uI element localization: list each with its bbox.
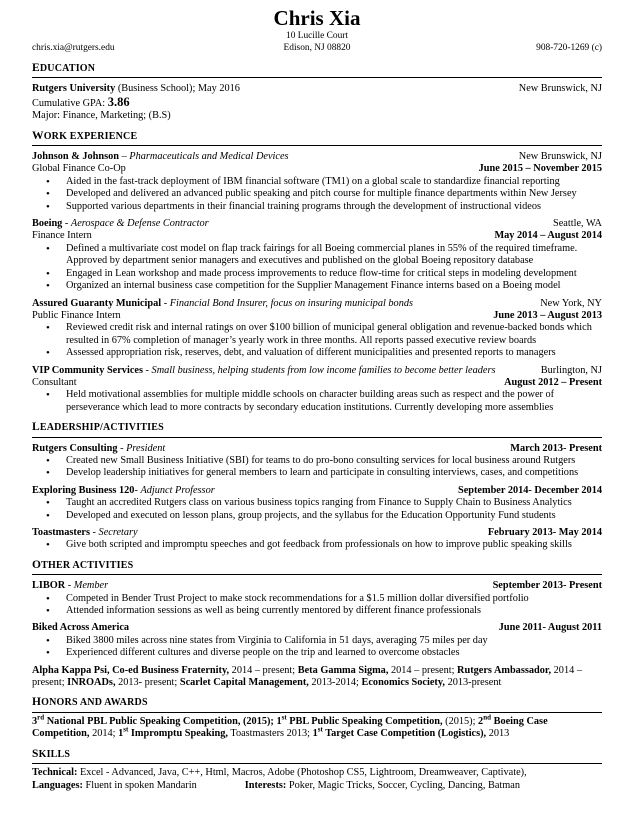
resume-page [32, 6, 602, 792]
activity-header-row [32, 485, 602, 497]
bullet-item: • Reviewed credit risk and internal ratings on over $100 billion of municipal general obligation and revenue-backed bonds which resulted in 67% completion of manager’s yearly work in three months. All reports passed executive review boards [66, 322, 602, 347]
activity-dates: September 2014- December 2014 [457, 484, 602, 496]
job-header-row [32, 298, 602, 310]
bullet-item: • Engaged in Lean workshop and made process improvements to reduce flow-time for critical steps in modeling development [66, 268, 602, 280]
education-school-row [32, 83, 602, 95]
activity-role: Adjunct Professor [140, 484, 215, 496]
job-org: VIP Community Services [32, 364, 143, 376]
phone-number: 908-720-1269 (c) [536, 43, 602, 53]
bullet-item: • Assessed appropriation risk, reserves, debt, and valuation of different municipalities and presented reports to managers [66, 347, 602, 359]
activity-org: Biked Across America [32, 622, 130, 634]
bullet-item: • Organized an internal business case competition for the Supplier Management Finance interns based on a Boeing model [66, 280, 602, 292]
activity-bullets [32, 539, 602, 551]
activity-dates: March 2013- Present [510, 442, 602, 454]
job-sep: - [161, 297, 170, 309]
interests-label: Interests: [244, 779, 287, 791]
section-title-education: EDUCATION [32, 62, 602, 78]
languages-interests-line [32, 780, 602, 792]
section-title-other: OTHER ACTIVITIES [32, 559, 602, 575]
activity-bullets [32, 593, 602, 618]
activity-bullets [32, 455, 602, 480]
activity-dates: June 2011- August 2011 [498, 622, 602, 634]
job-bullets [32, 243, 602, 293]
bullet-item: • Defined a multivariate cost model on flap track fairings for all Boeing commercial planes in 55% of the required timeframe. Approved by department senior managers and executives and published on the global Boeing repository database [66, 243, 602, 268]
job-bullets [32, 322, 602, 359]
honors-line [32, 713, 602, 741]
other-list [32, 580, 602, 659]
award-5: 1st Target Case Competition (Logistics), [312, 725, 487, 740]
activity-sep: - [65, 580, 74, 592]
job-desc: Pharmaceuticals and Medical Devices [129, 151, 289, 163]
bullet-item: • Developed and executed on lesson plans, group projects, and the syllabus for the Education Opportunity Fund students [66, 510, 602, 522]
bullet-item: • Supported various departments in their financial training programs through the development of instructional videos [66, 201, 602, 213]
activity-bullets [32, 635, 602, 660]
award-4-year: Toastmasters 2013; [228, 728, 313, 740]
job-bullets [32, 176, 602, 213]
school-detail: (Business School); May 2016 [117, 83, 240, 95]
bullet-item: • Competed in Bender Trust Project to make stock recommendations for a $1.5 million dollar diversified portfolio [66, 593, 602, 605]
activity-header-row [32, 443, 602, 455]
job-header-row [32, 151, 602, 163]
job-role: Public Finance Intern [32, 309, 121, 321]
job-bullets [32, 389, 602, 414]
job-role: Consultant [32, 376, 77, 388]
award-5-year: 2013 [486, 728, 510, 740]
job-sep: - [62, 218, 71, 230]
bullet-item: • Give both scripted and impromptu speeches and got feedback from professionals on how to improve public speaking skills [66, 539, 602, 551]
languages-value: Fluent in spoken Mandarin [82, 779, 197, 791]
activity-dates: February 2013- May 2014 [487, 527, 602, 538]
activity-role: Member [73, 580, 109, 592]
bullet-item: • Taught an accredited Rutgers class on various business topics ranging from Finance to Supply Chain to Business Analytics [66, 497, 602, 509]
membership-name: Beta Gamma Sigma, [297, 664, 389, 676]
membership-dates: 2014 – present; [229, 664, 298, 676]
technical-label: Technical: [32, 767, 78, 779]
membership-name: Economics Society, [361, 677, 445, 689]
award-1: 3rd National PBL Public Speaking Competition, (2015); [32, 713, 277, 727]
bullet-item: • Attended information sessions as well as being currently mentored by different finance professionals [66, 605, 602, 617]
job-role-row [32, 230, 602, 242]
bullet-item: • Held motivational assemblies for multiple middle schools on character building areas such as respect and the power of perseverance which lead to more contracts by secondary education institutions. Currently developing more assemblies [66, 389, 602, 414]
job-role: Global Finance Co-Op [32, 163, 126, 175]
job-location: Burlington, NJ [540, 364, 602, 376]
job-location: New Brunswick, NJ [518, 151, 602, 163]
membership-dates: 2014 – present; [388, 664, 458, 676]
job-header-row [32, 365, 602, 377]
email-link[interactable]: chris.xia@rutgers.edu [32, 43, 115, 53]
memberships-line [32, 665, 602, 690]
activity-org: Rutgers Consulting [32, 442, 118, 454]
activity-dates: September 2013- Present [492, 580, 602, 592]
leadership-list [32, 443, 602, 552]
activity-role: Secretary [98, 527, 138, 538]
bullet-item: • Experienced different cultures and diverse people on the trip and learned to overcome obstacles [66, 647, 602, 659]
activity-header-row [32, 622, 602, 634]
job-org: Boeing [32, 218, 63, 230]
bullet-item: • Aided in the fast-track deployment of IBM financial software (TM1) on a global scale to standardize financial reporting [66, 176, 602, 188]
membership-name: Scarlet Capital Management, [179, 677, 309, 689]
job-role-row [32, 163, 602, 175]
section-title-skills: SKILLS [32, 748, 602, 764]
membership-dates: 2013-present [445, 677, 502, 689]
job-dates: August 2012 – Present [504, 376, 602, 388]
job-desc: Financial Bond Insurer, focus on insuring municipal bonds [169, 297, 414, 309]
job-dates: June 2013 – August 2013 [493, 309, 602, 321]
activity-org: Toastmasters [32, 527, 90, 538]
section-title-honors: HONORS AND AWARDS [32, 696, 602, 712]
bullet-item: • Created new Small Business Initiative (SBI) for teams to do pro-bono consulting services for local business around Rutgers [66, 455, 602, 467]
award-2-year: (2015); [442, 715, 479, 727]
gpa-value: 3.86 [107, 94, 130, 109]
activity-org: LIBOR [32, 580, 66, 592]
activity-org: Exploring Business 120 [32, 484, 135, 496]
membership-name: INROADs, [67, 677, 116, 689]
job-location: New York, NY [540, 297, 602, 309]
job-sep: - [142, 364, 152, 376]
activity-role: President [126, 442, 166, 454]
job-role: Finance Intern [32, 230, 92, 242]
job-sep: – [119, 151, 130, 163]
award-3-year: 2014; [89, 728, 119, 740]
work-list [32, 151, 602, 414]
membership-dates: 2013-2014; [308, 677, 362, 689]
job-dates: June 2015 – November 2015 [478, 163, 602, 175]
address-line1: 10 Lucille Court [286, 31, 348, 41]
membership-dates: 2013- present; [115, 677, 180, 689]
candidate-name: Chris Xia [273, 6, 361, 30]
membership-dates: 2014 – present; [32, 664, 582, 689]
gpa-label: Cumulative GPA: [32, 97, 108, 109]
award-4: 1st Impromptu Speaking, [118, 725, 228, 740]
activity-header-row [32, 580, 602, 592]
job-desc: Small business, helping students from low income families to become better leaders [151, 364, 496, 376]
bullet-item: • Develop leadership initiatives for general members to learn and participate in consulting interviews, cases, and competitions [66, 467, 602, 479]
major-line: Major: Finance, Marketing; (B.S) [32, 110, 171, 122]
job-role-row [32, 310, 602, 322]
job-org: Assured Guaranty Municipal [32, 297, 162, 309]
job-location: Seattle, WA [553, 218, 602, 230]
job-desc: Aerospace & Defense Contractor [70, 218, 209, 230]
activity-header-row [32, 527, 602, 539]
activity-sep: - [134, 484, 141, 496]
section-title-leadership: LEADERSHIP/ACTIVITIES [32, 421, 602, 437]
activity-bullets [32, 497, 602, 522]
section-title-work: WORK EXPERIENCE [32, 130, 602, 146]
address-line2: Edison, NJ 08820 [283, 43, 351, 53]
technical-skills-line [32, 767, 602, 779]
membership-name: Alpha Kappa Psi, Co-ed Business Fraternity, [32, 664, 230, 676]
school-name: Rutgers University [32, 83, 116, 95]
job-org: Johnson & Johnson [32, 151, 119, 163]
job-role-row [32, 377, 602, 389]
membership-name: Rutgers Ambassador, [457, 664, 552, 676]
award-3: 2nd Boeing Case Competition, [32, 713, 548, 740]
languages-label: Languages: [32, 779, 83, 791]
job-header-row [32, 218, 602, 230]
technical-value: Excel - Advanced, Java, C++, Html, Macros, Adobe (Photoshop CS5, Lightroom, Dreamweaver, Captivate), [77, 767, 527, 779]
job-dates: May 2014 – August 2014 [494, 230, 602, 242]
activity-sep: - [89, 527, 99, 538]
contact-row [32, 42, 602, 55]
bullet-item: • Developed and delivered an advanced public speaking and pitch course for multiple finance departments within New Jersey [66, 188, 602, 200]
bullet-item: • Biked 3800 miles across nine states from Virginia to California in 51 days, averaging 75 miles per day [66, 635, 602, 647]
school-location: New Brunswick, NJ [518, 83, 602, 95]
gpa-line [32, 96, 602, 110]
award-2: 1st PBL Public Speaking Competition, [276, 713, 443, 727]
interests-value: Poker, Magic Tricks, Soccer, Cycling, Dancing, Batman [286, 779, 520, 791]
activity-sep: - [117, 442, 127, 454]
